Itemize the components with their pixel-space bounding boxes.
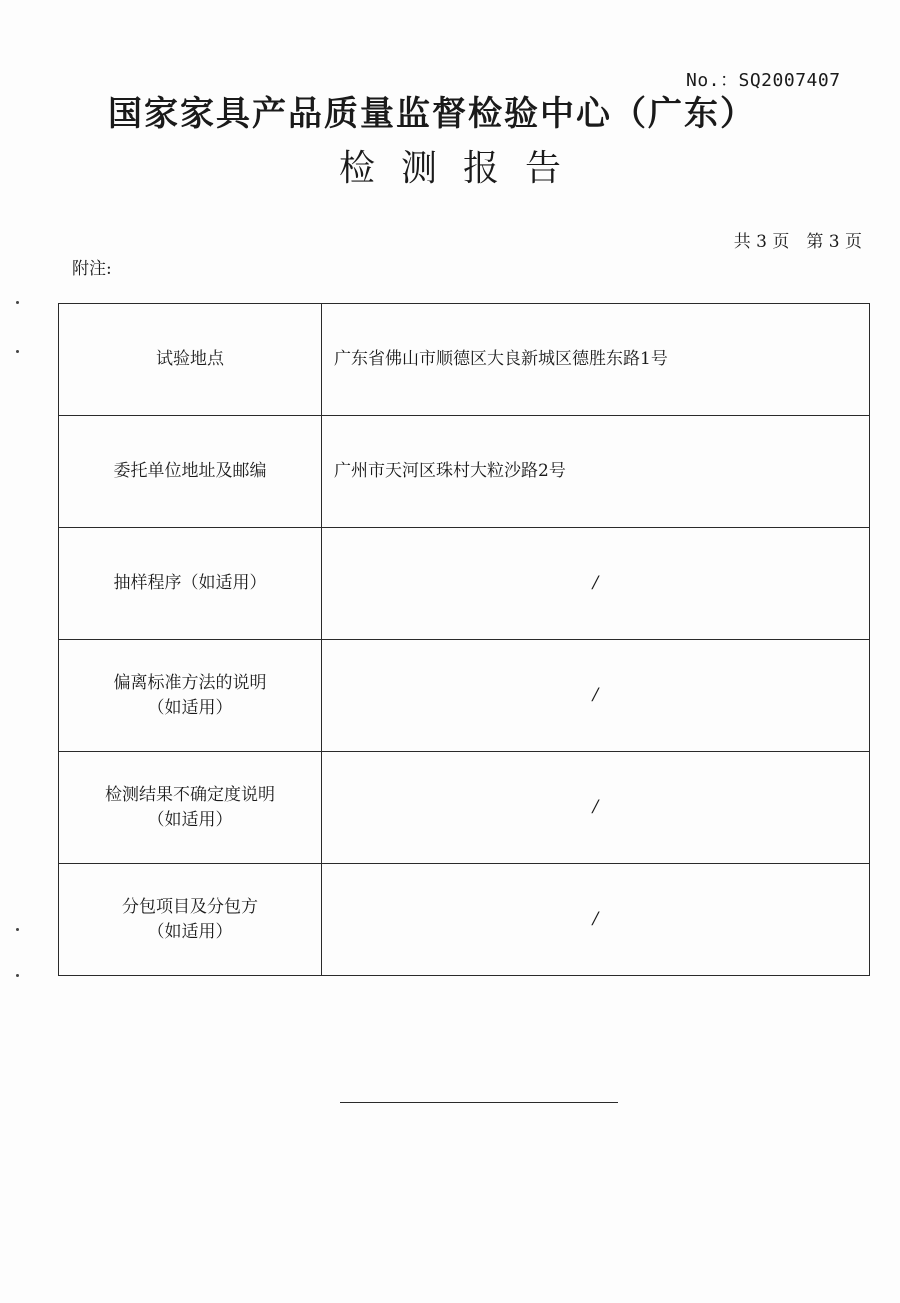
table-row-uncertainty — [59, 752, 870, 864]
row-value: / — [322, 752, 870, 864]
row-label-line1: 偏离标准方法的说明 — [113, 672, 267, 693]
end-divider — [340, 1102, 618, 1103]
scan-dot — [16, 301, 19, 304]
report-number: No.：SQ2007407 — [686, 70, 841, 91]
row-label — [59, 304, 322, 416]
row-label-line1: 抽样程序（如适用） — [113, 573, 267, 594]
row-label-line1: 分包项目及分包方 — [122, 896, 258, 917]
row-value: 广州市天河区珠村大粒沙路2号 — [322, 416, 870, 528]
organization-title: 国家家具产品质量监督检验中心（广东） — [108, 94, 756, 134]
table-row-method-deviation — [59, 640, 870, 752]
row-label — [59, 528, 322, 640]
row-label-line2: （如适用） — [147, 921, 233, 942]
row-value: / — [322, 528, 870, 640]
document-title: 检测报告 — [338, 148, 587, 189]
table-row-subcontract — [59, 864, 870, 976]
row-label-line1: 检测结果不确定度说明 — [105, 784, 275, 805]
scan-dot — [16, 350, 19, 353]
page-info: 共 3 页 第 3 页 — [733, 232, 862, 252]
note-label: 附注: — [72, 259, 112, 279]
row-label-line2: （如适用） — [147, 809, 233, 830]
table-row-client-address — [59, 416, 870, 528]
scan-dot — [16, 974, 19, 977]
row-label-line1: 试验地点 — [156, 349, 224, 370]
info-table — [58, 303, 870, 976]
row-label-line2: （如适用） — [147, 697, 233, 718]
table-row-test-location — [59, 304, 870, 416]
table-row-sampling-procedure — [59, 528, 870, 640]
row-value: 广东省佛山市顺德区大良新城区德胜东路1号 — [322, 304, 870, 416]
scan-dot — [16, 928, 19, 931]
row-label-line1: 委托单位地址及邮编 — [113, 461, 267, 482]
row-label — [59, 640, 322, 752]
row-label — [59, 416, 322, 528]
row-value: / — [322, 864, 870, 976]
row-label — [59, 752, 322, 864]
row-label — [59, 864, 322, 976]
row-value: / — [322, 640, 870, 752]
